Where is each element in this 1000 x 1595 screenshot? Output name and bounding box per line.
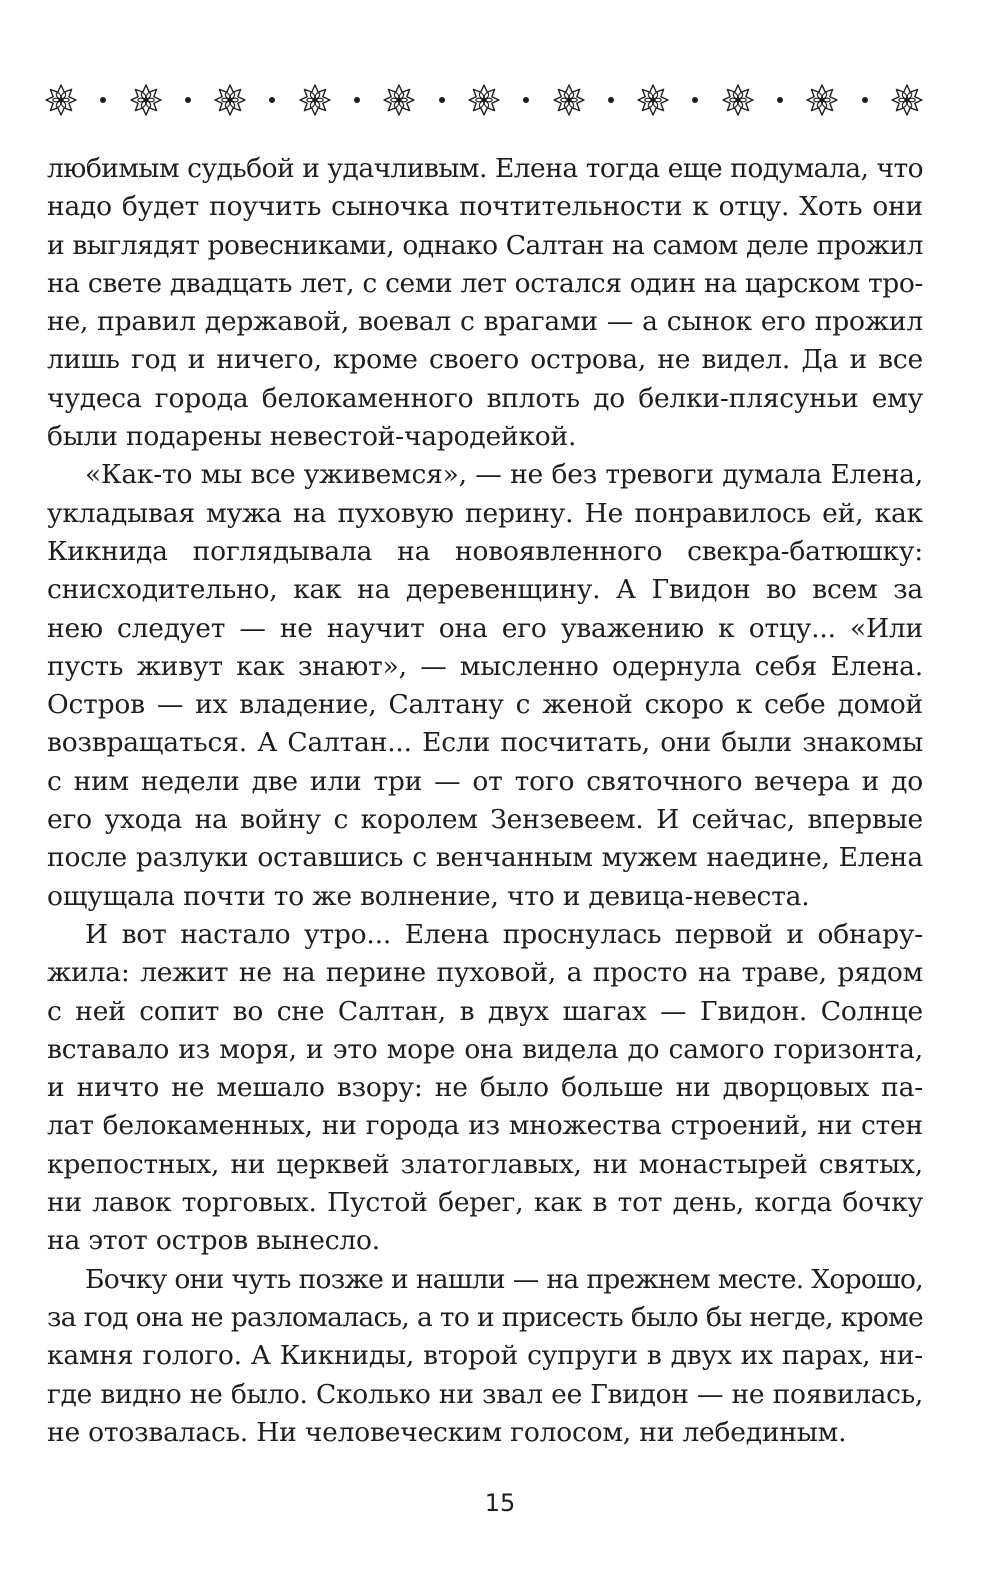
separator-dot-icon [862, 97, 868, 103]
flower-star-ornament-icon [890, 83, 924, 117]
text-line: крепостных, ни церквей златоглавых, ни монастырей святых, [47, 1148, 923, 1180]
text-line: после разлуки оставшись с венчанным мужем наедине, Елена [47, 842, 923, 874]
flower-star-ornament-icon [467, 83, 501, 117]
text-line: лат белокаменных, ни города из множества строений, ни стен [47, 1110, 923, 1142]
separator-dot-icon [523, 97, 529, 103]
text-line: на свете двадцать лет, с семи лет остался один на царском тро- [47, 267, 923, 299]
flower-star-ornament-icon [213, 83, 247, 117]
separator-dot-icon [777, 97, 783, 103]
flower-star-ornament-icon [382, 83, 416, 117]
flower-star-ornament-icon [552, 83, 586, 117]
text-line: вставало из моря, и это море она видела до самого горизонта, [47, 1033, 923, 1065]
text-line: Кикнида поглядывала на новоявленного свекра-батюшку: [47, 535, 923, 567]
text-line: чудеса города белокаменного вплоть до белки-плясуньи ему [47, 382, 923, 414]
separator-dot-icon [692, 97, 698, 103]
separator-dot-icon [269, 97, 275, 103]
text-line: ощущала почти то же волнение, что и девица-невеста. [47, 880, 810, 912]
text-line: И вот настало утро... Елена проснулась первой и обнару- [85, 918, 923, 950]
separator-dot-icon [439, 97, 445, 103]
flower-star-ornament-icon [636, 83, 670, 117]
text-line: не, правил державой, воевал с врагами — а сынок его прожил [47, 306, 923, 338]
text-line: Бочку они чуть позже и нашли — на прежнем месте. Хорошо, [85, 1263, 923, 1295]
text-line: пусть живут как знают», — мысленно одернула себя Елена. [47, 650, 923, 682]
text-line: снисходительно, как на деревенщину. А Гвидон во всем за [47, 574, 923, 606]
page-body-text [47, 150, 923, 1452]
flower-star-ornament-icon [805, 83, 839, 117]
separator-dot-icon [185, 97, 191, 103]
text-line: его ухода на войну с королем Зензевеем. И сейчас, впервые [47, 804, 923, 836]
text-line: с ней сопит во сне Салтан, в двух шагах — Гвидон. Солнце [47, 995, 923, 1027]
separator-dot-icon [608, 97, 614, 103]
text-line: с ним недели две или три — от того святочного вечера и до [47, 765, 923, 797]
flower-star-ornament-icon [129, 83, 163, 117]
text-line: жила: лежит не на перине пуховой, а просто на траве, рядом [47, 957, 923, 989]
text-line: не отозвалась. Ни человеческим голосом, ни лебединым. [47, 1416, 847, 1448]
flower-star-ornament-icon [721, 83, 755, 117]
flower-star-ornament-icon [44, 83, 78, 117]
text-line: лишь год и ничего, кроме своего острова, не видел. Да и все [47, 344, 923, 376]
text-line: были подарены невестой-чародейкой. [47, 421, 577, 453]
text-line: ни лавок торговых. Пустой берег, как в тот день, когда бочку [47, 1187, 923, 1219]
text-line: и ничто не мешало взору: не было больше ни дворцовых па- [47, 1072, 923, 1104]
text-line: любимым судьбой и удачливым. Елена тогда еще подумала, что [47, 153, 923, 184]
text-line: и выглядят ровесниками, однако Салтан на самом деле прожил [47, 229, 923, 261]
text-line: возвращаться. А Салтан... Если посчитать, они были знакомы [47, 727, 923, 759]
text-line: Остров — их владение, Салтану с женой скоро к себе домой [47, 689, 923, 721]
separator-dot-icon [100, 97, 106, 103]
text-line: укладывая мужа на пуховую перину. Не понравилось ей, как [47, 497, 923, 529]
page-number: 15 [484, 1489, 516, 1517]
text-line: где видно не было. Сколько ни звал ее Гвидон — не появилась, [47, 1378, 923, 1410]
text-line: на этот остров вынесло. [47, 1225, 380, 1257]
text-line: «Как-то мы все уживемся», — не без тревоги думала Елена, [85, 459, 923, 491]
text-line: надо будет поучить сыночка почтительности к отцу. Хоть они [47, 191, 923, 223]
flower-star-ornament-icon [298, 83, 332, 117]
separator-dot-icon [354, 97, 360, 103]
text-line: за год она не разломалась, а то и присесть было бы негде, кроме [47, 1301, 923, 1333]
text-line: нею следует — не научит она его уважению к отцу... «Или [47, 612, 923, 644]
text-line: камня голого. А Кикниды, второй супруги в двух их парах, ни- [47, 1340, 923, 1372]
header-ornament-row [44, 78, 924, 122]
